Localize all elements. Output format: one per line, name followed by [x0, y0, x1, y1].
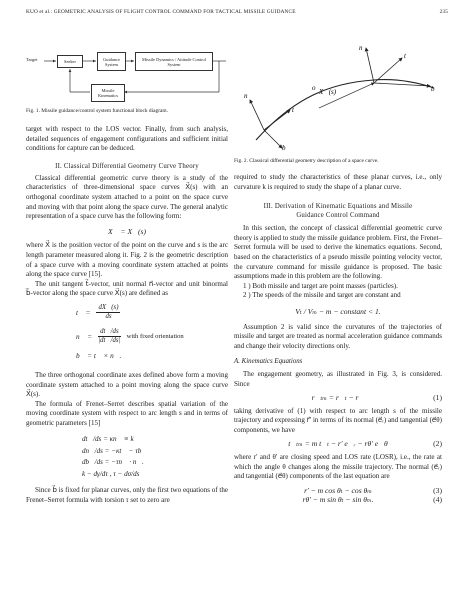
equation-4-body: rθ′ − m sin θₜ − sin θₘ. [302, 495, 374, 505]
equation-speed-ratio: Vₜ / Vₘ − m − constant < 1. [295, 306, 381, 316]
frenet-serret-formula [82, 434, 228, 480]
kinematics-label: Missile Kinematics [98, 88, 118, 98]
eq-t-fraction [96, 304, 120, 321]
paragraph: In this section, the concept of classical differential geometric curve theory is applied to study the missile guidance problem. First, the Frenet–Serret formula will be used to derive the kinematics equations. Second, based on the characteristics of a pseudo missile pointing velocity vector, the curvature command for missile guidance is proposed. The basic assumptions made in this problem are the following. [234, 224, 442, 281]
paragraph: The unit tangent t⃗-vector, unit normal n⃗-vector and unit binormal b⃗-vector along the space curve X⃗(s) are defined as [26, 279, 228, 298]
eq-t-lhs: t⃗ = [76, 308, 91, 318]
subsection-heading: A. Kinematics Equations [234, 358, 303, 366]
figure-2-space-curve [234, 28, 442, 152]
paragraph: target with respect to the LOS vector. Finally, from such analysis, detailed sequences of engagement configurations and sufficient initial conditions for capture can be deduced. [26, 125, 228, 153]
eq-t-numerator: dX⃗(s) [98, 304, 119, 312]
seeker-block [57, 55, 83, 68]
paragraph: Since b⃗ is fixed for planar curves, only the first two equations of the Frenet–Serret formula with torsion τ set to zero are [26, 486, 228, 505]
origin-label: o [312, 84, 316, 92]
tangent-label-left: t⃗ [292, 106, 300, 114]
equation-3-number: (3) [433, 485, 442, 495]
equation-1 [234, 393, 442, 403]
assumption-1: 1 ) Both missile and target are point masses (particles). [243, 281, 398, 290]
header-title: KUO et al.: GEOMETRIC ANALYSIS OF FLIGHT CONTROL COMMAND FOR TACTICAL MISSILE GUIDANCE [26, 9, 296, 15]
normal-label-top: n⃗ [359, 44, 368, 52]
tangent-label-top: t⃗ [404, 52, 412, 60]
binormal-label-top: b⃗ [431, 85, 440, 93]
equation-2-body: t⃗ₜₘ = m t⃗ₜ − r′ e⃗ᵣ − rθ′ e⃗θ [288, 439, 388, 449]
eq-n-numerator: dt⃗/ds [100, 328, 119, 336]
section-heading: II. Classical Differential Geometry Curve Theory [55, 162, 199, 170]
equation-3-body: r′ − m cos θₜ − cos θₘ [304, 485, 372, 495]
paragraph: required to study the characteristics of these planar curves, i.e., only curvature k is required to study the shape of a planar curve. [234, 173, 442, 191]
fs-eq-4: k − dγ/dτ , τ − dσ/ds [82, 469, 140, 478]
right-column [234, 28, 442, 505]
section-heading-line1: III. Derivation of Kinematic Equations and Missile [263, 203, 413, 211]
paragraph: The formula of Frenet–Serret describes spatial variation of the moving coordinate system with respect to arc length s and in terms of geometric parameters [15] [26, 399, 228, 427]
paragraph: The engagement geometry, as illustrated in Fig. 3, is considered. Since [234, 369, 442, 388]
paragraph: where r′ and θ′ are closing speed and LOS rate (LOSR), i.e., the rate at which the angle θ changes along the missile trajectory. The normal (e⃗ᵣ) and tangential (e⃗θ) components of the last equation are [234, 453, 442, 481]
equation-2 [234, 439, 442, 449]
equation-3 [234, 486, 442, 496]
left-column [26, 28, 228, 506]
eq-b: b⃗ = t⃗ × n⃗. [76, 350, 122, 360]
running-header [26, 9, 448, 19]
fs-eq-2: dn⃗/ds = −κt⃗ − τb⃗ [82, 446, 147, 455]
equation-4 [234, 495, 442, 505]
seeker-label: Seeker [64, 59, 76, 64]
missile-kinematics-block [91, 84, 125, 102]
binormal-label-left: b⃗ [282, 144, 291, 152]
fs-eq-1: dt⃗/ds = κn⃗ ≡ k⃗ [82, 435, 140, 444]
paragraph: where X⃗ is the position vector of the point on the curve and s is the arc length parameter measured along it. Fig. 2 is the geometric description of a space curve with a moving coordinate system attached at points along the space curve [15]. [26, 241, 228, 279]
eq-t-denominator: ds [105, 313, 112, 321]
assumption-2: 2 ) The speeds of the missile and target are constant and [243, 291, 401, 300]
paragraph: The three orthogonal coordinate axes defined above form a moving coordinate system attached to a point moving along the space curve X⃗(s). [26, 370, 228, 399]
guidance-label: Guidance System [103, 56, 120, 67]
guidance-system-block [97, 52, 126, 71]
eq-n-fraction [98, 328, 121, 345]
figure-2-caption: Fig. 2. Classical differential geometry description of a space curve. [234, 158, 379, 164]
eq-n-lhs: n⃗ = [76, 332, 93, 342]
eq-n-denominator: |dt⃗/ds| [98, 337, 121, 345]
figure-1-block-diagram [26, 28, 228, 108]
equation-2-number: (2) [433, 439, 442, 449]
fs-eq-3: db⃗/ds = −τn⃗ · n⃗. [82, 458, 144, 467]
paragraph: taking derivative of (1) with respect to arc length s of the missile trajectory and expressing r⃗′ in terms of its normal (e⃗ᵣ) and tangential (e⃗θ) components, we have [234, 406, 442, 434]
figure-1-caption: Fig. 1. Missile guidance/control system functional block diagram. [26, 108, 168, 114]
equation-curve: X⃗ = X⃗(s) [107, 226, 147, 236]
space-curve-diagram [234, 28, 442, 152]
dynamics-label: Missile Dynamics / Attitude Control System [142, 56, 206, 67]
equation-1-body: r⃗ₜₘ = r⃗ₜ − r⃗ [311, 393, 365, 403]
paragraph: Classical differential geometric curve theory is a study of the characteristics of three-dimensional space curves X⃗(s) with an orthogonal coordinate system attached to a point on the space curve and moving with that point along the space curve. The general analytic representation of a space curve has the following form: [26, 173, 228, 221]
target-label: Target [26, 57, 38, 62]
position-label: X⃗(s) [319, 88, 337, 96]
equation-1-number: (1) [433, 393, 442, 403]
equation-4-number: (4) [433, 495, 442, 505]
normal-label-left: n⃗ [244, 92, 253, 100]
missile-dynamics-block [135, 52, 213, 71]
page-number: 235 [439, 9, 448, 15]
eq-n-note: with fixed orientation [126, 333, 184, 341]
section-heading-line2: Guidance Control Command [296, 212, 380, 220]
paragraph: Assumption 2 is valid since the curvatures of the trajectories of missile and target are treated as normal acceleration guidance commands and change their velocity directions only. [234, 322, 442, 350]
space-curve [256, 80, 434, 140]
frenet-definitions [76, 303, 228, 363]
